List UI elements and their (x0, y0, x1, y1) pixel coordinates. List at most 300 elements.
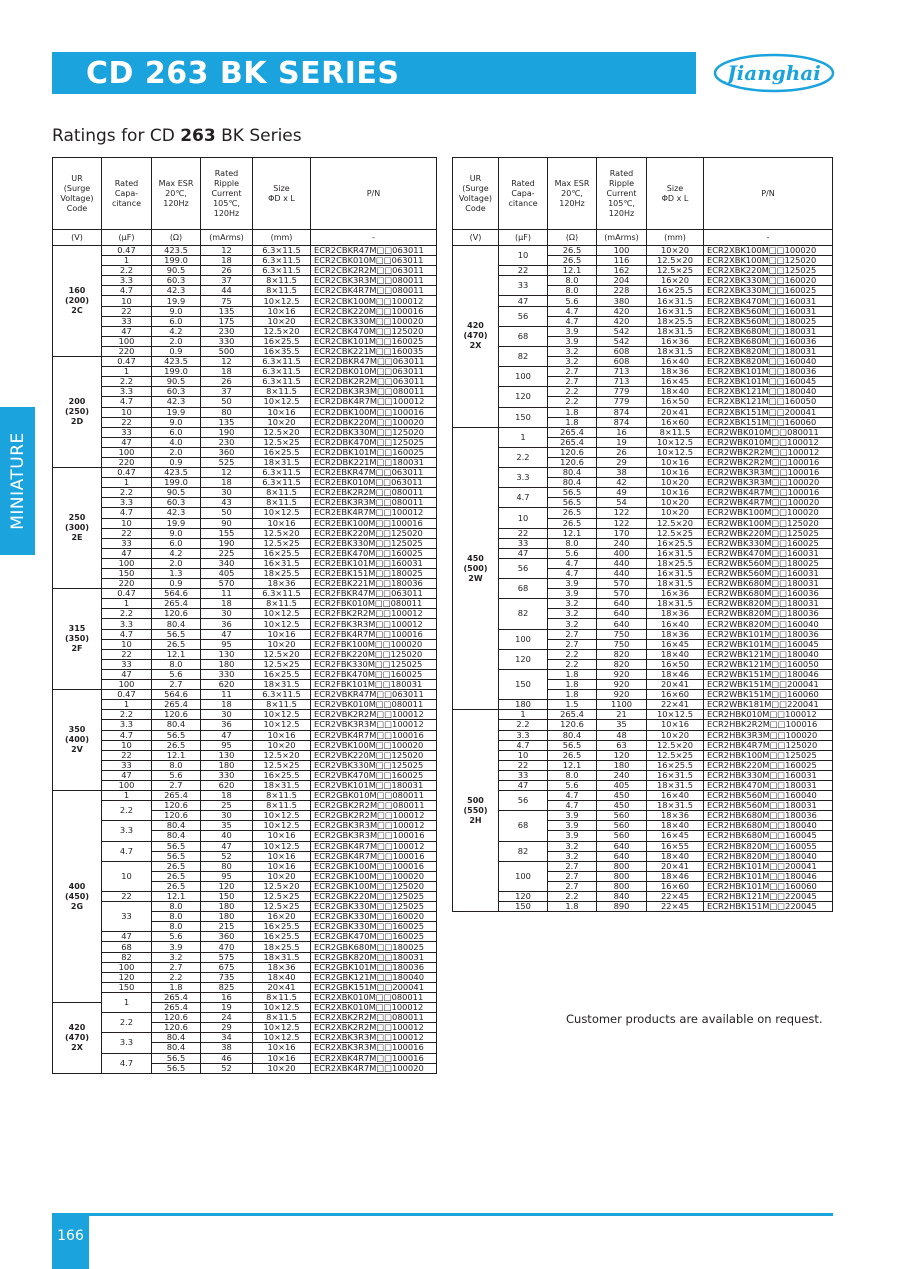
size-cell: 8×11.5 (253, 498, 311, 508)
esr-cell: 56.5 (152, 730, 201, 740)
size-cell: 18×46 (647, 871, 704, 881)
ripple-current-cell: 675 (201, 962, 253, 972)
esr-cell: 2.2 (548, 649, 597, 659)
part-number-cell: ECR2DBK4R7M□□100012 (311, 397, 437, 407)
size-cell: 18×36 (647, 609, 704, 619)
esr-cell: 26.5 (548, 256, 597, 266)
capacitance-cell: 4.7 (499, 488, 548, 508)
part-number-cell: ECR2HBK151M□□220045 (704, 902, 833, 912)
part-number-cell: ECR2XBK4R7M□□100016 (311, 1053, 437, 1063)
esr-cell: 8.0 (152, 902, 201, 912)
part-number-cell: ECR2WBK2R2M□□100012 (704, 447, 833, 457)
capacitance-cell: 3.3 (102, 387, 152, 397)
part-number-cell: ECR2EBK151M□□180025 (311, 569, 437, 579)
ripple-current-cell: 26 (201, 266, 253, 276)
ripple-current-cell: 542 (597, 336, 647, 346)
esr-cell: 26.5 (152, 861, 201, 871)
esr-cell: 120.6 (152, 801, 201, 811)
size-cell: 10×12.5 (253, 821, 311, 831)
esr-cell: 9.0 (152, 306, 201, 316)
ripple-current-cell: 47 (201, 841, 253, 851)
voltage-code-cell: 450 (500) 2W (453, 427, 499, 710)
table-row (53, 478, 437, 488)
table-row (453, 892, 833, 902)
size-cell: 18×36 (647, 811, 704, 821)
part-number-cell: ECR2XBK010M□□100012 (311, 1003, 437, 1013)
table-row (53, 447, 437, 457)
esr-cell: 2.0 (152, 558, 201, 568)
ripple-current-cell: 95 (201, 740, 253, 750)
capacitance-cell: 4.7 (102, 508, 152, 518)
esr-cell: 4.7 (548, 306, 597, 316)
size-cell: 12.5×25 (647, 528, 704, 538)
ripple-current-cell: 640 (597, 619, 647, 629)
capacitance-cell: 2.2 (499, 720, 548, 730)
unit-cell: (mm) (647, 230, 704, 246)
esr-cell: 3.2 (548, 851, 597, 861)
table-row (53, 558, 437, 568)
ripple-current-cell: 204 (597, 276, 647, 286)
size-cell: 6.3×11.5 (253, 256, 311, 266)
esr-cell: 1.5 (548, 700, 597, 710)
part-number-cell: ECR2GBK101M□□180036 (311, 962, 437, 972)
esr-cell: 2.2 (548, 892, 597, 902)
esr-cell: 2.2 (152, 972, 201, 982)
ripple-current-cell: 135 (201, 417, 253, 427)
size-cell: 8×11.5 (253, 992, 311, 1002)
ripple-current-cell: 12 (201, 246, 253, 256)
size-cell: 8×11.5 (253, 1013, 311, 1023)
table-row (53, 609, 437, 619)
capacitance-cell: 100 (499, 629, 548, 649)
part-number-cell: ECR2DBK101M□□160025 (311, 447, 437, 457)
capacitance-cell: 33 (499, 770, 548, 780)
part-number-cell: ECR2CBKR47M□□063011 (311, 246, 437, 256)
capacitance-cell: 47 (499, 296, 548, 306)
esr-cell: 6.0 (152, 316, 201, 326)
ripple-current-cell: 840 (597, 892, 647, 902)
esr-cell: 12.1 (548, 266, 597, 276)
unit-cell: (Ω) (152, 230, 201, 246)
capacitance-cell: 22 (102, 528, 152, 538)
part-number-cell: ECR2HBK101M□□180046 (704, 871, 833, 881)
esr-cell: 3.9 (548, 831, 597, 841)
esr-cell: 19.9 (152, 518, 201, 528)
ripple-current-cell: 30 (201, 488, 253, 498)
esr-cell: 265.4 (548, 437, 597, 447)
capacitance-cell: 100 (102, 558, 152, 568)
table-row (53, 932, 437, 942)
size-cell: 16×40 (647, 791, 704, 801)
esr-cell: 26.5 (548, 518, 597, 528)
esr-cell: 2.2 (548, 659, 597, 669)
ripple-current-cell: 170 (597, 528, 647, 538)
esr-cell: 12.1 (152, 649, 201, 659)
capacitance-cell: 33 (102, 427, 152, 437)
ripple-current-cell: 47 (201, 730, 253, 740)
esr-cell: 8.0 (548, 276, 597, 286)
table-row (53, 508, 437, 518)
esr-cell: 120.6 (152, 609, 201, 619)
table-row (453, 427, 833, 437)
part-number-cell: ECR2FBK220M□□125020 (311, 649, 437, 659)
table-row (453, 246, 833, 256)
capacitance-cell: 2.2 (102, 1013, 152, 1033)
capacitance-cell: 68 (499, 326, 548, 346)
part-number-cell: ECR2HBK820M□□160055 (704, 841, 833, 851)
size-cell: 18×40 (647, 851, 704, 861)
ripple-current-cell: 608 (597, 346, 647, 356)
table-row (53, 569, 437, 579)
capacitance-cell: 1 (499, 710, 548, 720)
ripple-current-cell: 25 (201, 801, 253, 811)
size-cell: 10×20 (253, 1063, 311, 1073)
esr-cell: 1.8 (548, 669, 597, 679)
ripple-current-cell: 18 (201, 700, 253, 710)
esr-cell: 56.5 (548, 498, 597, 508)
esr-cell: 120.6 (548, 720, 597, 730)
part-number-cell: ECR2CBK100M□□100012 (311, 296, 437, 306)
esr-cell: 60.3 (152, 387, 201, 397)
esr-cell: 56.5 (152, 1063, 201, 1073)
esr-cell: 2.7 (152, 780, 201, 790)
size-cell: 12.5×25 (253, 892, 311, 902)
part-number-cell: ECR2XBK2R2M□□100012 (311, 1023, 437, 1033)
esr-cell: 80.4 (152, 1033, 201, 1043)
esr-cell: 564.6 (152, 690, 201, 700)
ripple-current-cell: 80 (201, 407, 253, 417)
esr-cell: 56.5 (152, 841, 201, 851)
part-number-cell: ECR2XBK220M□□125025 (704, 266, 833, 276)
part-number-cell: ECR2WBK3R3M□□100020 (704, 478, 833, 488)
esr-cell: 4.0 (152, 437, 201, 447)
esr-cell: 60.3 (152, 498, 201, 508)
part-number-cell: ECR2HBK470M□□180031 (704, 780, 833, 790)
size-cell: 18×31.5 (647, 579, 704, 589)
esr-cell: 80.4 (152, 619, 201, 629)
unit-cell: (V) (453, 230, 499, 246)
ripple-current-cell: 420 (597, 306, 647, 316)
capacitance-cell: 1 (102, 367, 152, 377)
part-number-cell: ECR2GBK220M□□125025 (311, 892, 437, 902)
capacitance-cell: 68 (499, 579, 548, 599)
part-number-cell: ECR2DBK220M□□100020 (311, 417, 437, 427)
size-cell: 16×60 (647, 690, 704, 700)
size-cell: 16×45 (647, 831, 704, 841)
table-row (53, 367, 437, 377)
esr-cell: 9.0 (152, 417, 201, 427)
capacitance-cell: 33 (499, 276, 548, 296)
part-number-cell: ECR2WBK560M□□180025 (704, 558, 833, 568)
esr-cell: 3.9 (548, 821, 597, 831)
voltage-code-cell: 400 (450) 2G (53, 791, 102, 1003)
part-number-cell: ECR2GBK151M□□200041 (311, 982, 437, 992)
esr-cell: 265.4 (548, 427, 597, 437)
ripple-current-cell: 11 (201, 589, 253, 599)
unit-cell: (Ω) (548, 230, 597, 246)
size-cell: 6.3×11.5 (253, 246, 311, 256)
column-header: Rated Ripple Current 105℃, 120Hz (597, 158, 647, 230)
esr-cell: 8.0 (152, 922, 201, 932)
capacitance-cell: 150 (499, 669, 548, 699)
esr-cell: 3.2 (152, 952, 201, 962)
part-number-cell: ECR2VBK470M□□160025 (311, 770, 437, 780)
capacitance-cell: 10 (499, 246, 548, 266)
table-row (53, 468, 437, 478)
esr-cell: 4.7 (548, 569, 597, 579)
part-number-cell: ECR2WBK151M□□160060 (704, 690, 833, 700)
ripple-current-cell: 1100 (597, 700, 647, 710)
size-cell: 10×12.5 (253, 1023, 311, 1033)
size-cell: 8×11.5 (253, 599, 311, 609)
esr-cell: 8.0 (152, 760, 201, 770)
ripple-current-cell: 405 (597, 780, 647, 790)
table-row (453, 770, 833, 780)
part-number-cell: ECR2WBK121M□□180040 (704, 649, 833, 659)
part-number-cell: ECR2WBK680M□□160036 (704, 589, 833, 599)
part-number-cell: ECR2FBK330M□□125025 (311, 659, 437, 669)
size-cell: 20×41 (647, 407, 704, 417)
capacitance-cell: 100 (102, 680, 152, 690)
ripple-current-cell: 180 (597, 760, 647, 770)
table-row (53, 730, 437, 740)
ripple-current-cell: 95 (201, 871, 253, 881)
ripple-current-cell: 180 (201, 760, 253, 770)
esr-cell: 3.2 (548, 346, 597, 356)
part-number-cell: ECR2DBK470M□□125025 (311, 437, 437, 447)
size-cell: 10×20 (253, 871, 311, 881)
part-number-cell: ECR2EBK101M□□160031 (311, 558, 437, 568)
capacitance-cell: 3.3 (102, 498, 152, 508)
esr-cell: 423.5 (152, 246, 201, 256)
part-number-cell: ECR2FBKR47M□□063011 (311, 589, 437, 599)
table-row (53, 740, 437, 750)
esr-cell: 5.6 (548, 780, 597, 790)
esr-cell: 42.3 (152, 286, 201, 296)
table-row (453, 710, 833, 720)
units-row (53, 230, 437, 246)
esr-cell: 199.0 (152, 478, 201, 488)
part-number-cell: ECR2HBK101M□□200041 (704, 861, 833, 871)
part-number-cell: ECR2DBK221M□□180031 (311, 457, 437, 467)
capacitance-cell: 82 (102, 952, 152, 962)
esr-cell: 26.5 (548, 508, 597, 518)
table-row (453, 407, 833, 417)
part-number-cell: ECR2GBK330M□□160025 (311, 922, 437, 932)
part-number-cell: ECR2XBK3R3M□□100016 (311, 1043, 437, 1053)
part-number-cell: ECR2FBK100M□□100020 (311, 639, 437, 649)
size-cell: 12.5×20 (253, 750, 311, 760)
size-cell: 8×11.5 (253, 801, 311, 811)
size-cell: 18×46 (647, 669, 704, 679)
part-number-cell: ECR2VBK330M□□125025 (311, 760, 437, 770)
part-number-cell: ECR2HBK560M□□180031 (704, 801, 833, 811)
table-row (453, 266, 833, 276)
size-cell: 16×20 (253, 912, 311, 922)
table-row (453, 791, 833, 801)
part-number-cell: ECR2XBK560M□□180025 (704, 316, 833, 326)
capacitance-cell: 33 (102, 902, 152, 932)
voltage-code-cell: 160 (200) 2C (53, 246, 102, 357)
ripple-current-cell: 116 (597, 256, 647, 266)
part-number-cell: ECR2GBK121M□□180040 (311, 972, 437, 982)
size-cell: 18×36 (253, 962, 311, 972)
size-cell: 18×31.5 (253, 952, 311, 962)
capacitance-cell: 150 (499, 407, 548, 427)
table-row (453, 730, 833, 740)
table-row (53, 518, 437, 528)
ripple-current-cell: 35 (597, 720, 647, 730)
ripple-current-cell: 43 (201, 498, 253, 508)
ripple-current-cell: 19 (597, 437, 647, 447)
capacitance-cell: 47 (102, 932, 152, 942)
ripple-current-cell: 49 (597, 488, 647, 498)
table-row (453, 629, 833, 639)
table-row (53, 770, 437, 780)
esr-cell: 3.2 (548, 841, 597, 851)
part-number-cell: ECR2XBK820M□□160040 (704, 357, 833, 367)
ripple-current-cell: 542 (597, 326, 647, 336)
size-cell: 18×31.5 (647, 599, 704, 609)
size-cell: 16×25.5 (253, 770, 311, 780)
ripple-current-cell: 750 (597, 639, 647, 649)
table-row (53, 407, 437, 417)
part-number-cell: ECR2XBK330M□□160020 (704, 276, 833, 286)
capacitance-cell: 47 (102, 326, 152, 336)
esr-cell: 56.5 (548, 740, 597, 750)
esr-cell: 19.9 (152, 407, 201, 417)
size-cell: 22×45 (647, 892, 704, 902)
table-row (53, 377, 437, 387)
part-number-cell: ECR2XBK101M□□180036 (704, 367, 833, 377)
ripple-current-cell: 26 (201, 377, 253, 387)
table-row (53, 791, 437, 801)
ripple-current-cell: 920 (597, 680, 647, 690)
size-cell: 6.3×11.5 (253, 690, 311, 700)
unit-cell: - (704, 230, 833, 246)
part-number-cell: ECR2HBK820M□□180040 (704, 851, 833, 861)
ripple-current-cell: 29 (597, 457, 647, 467)
capacitance-cell: 1 (499, 427, 548, 447)
capacitance-cell: 3.3 (102, 619, 152, 629)
table-row (53, 357, 437, 367)
esr-cell: 265.4 (152, 1003, 201, 1013)
size-cell: 16×60 (647, 881, 704, 891)
header-row (53, 158, 437, 230)
table-row (453, 346, 833, 356)
capacitance-cell: 0.47 (102, 357, 152, 367)
capacitance-cell: 22 (102, 417, 152, 427)
part-number-cell: ECR2VBK101M□□180031 (311, 780, 437, 790)
size-cell: 16×40 (647, 357, 704, 367)
esr-cell: 3.2 (548, 357, 597, 367)
size-cell: 16×50 (647, 659, 704, 669)
size-cell: 12.5×25 (253, 538, 311, 548)
ripple-current-cell: 570 (597, 589, 647, 599)
ripple-current-cell: 30 (201, 710, 253, 720)
esr-cell: 199.0 (152, 367, 201, 377)
ripple-current-cell: 18 (201, 367, 253, 377)
capacitance-cell: 1 (102, 700, 152, 710)
part-number-cell: ECR2WBK680M□□180031 (704, 579, 833, 589)
capacitance-cell: 4.7 (102, 629, 152, 639)
table-row (453, 468, 833, 478)
size-cell: 16×25.5 (647, 760, 704, 770)
capacitance-cell: 56 (499, 558, 548, 578)
ripple-current-cell: 560 (597, 811, 647, 821)
table-row (453, 387, 833, 397)
ripple-current-cell: 175 (201, 316, 253, 326)
ripple-current-cell: 608 (597, 357, 647, 367)
esr-cell: 3.2 (548, 599, 597, 609)
part-number-cell: ECR2XBK470M□□160031 (704, 296, 833, 306)
table-row (53, 619, 437, 629)
size-cell: 18×31.5 (647, 801, 704, 811)
part-number-cell: ECR2EBKR47M□□063011 (311, 468, 437, 478)
ripple-current-cell: 130 (201, 649, 253, 659)
ripple-current-cell: 713 (597, 377, 647, 387)
table-row (453, 780, 833, 790)
ripple-current-cell: 890 (597, 902, 647, 912)
ripple-current-cell: 874 (597, 417, 647, 427)
part-number-cell: ECR2WBK820M□□180031 (704, 599, 833, 609)
size-cell: 16×25.5 (253, 336, 311, 346)
size-cell: 10×16 (253, 629, 311, 639)
ripple-current-cell: 16 (597, 427, 647, 437)
size-cell: 10×16 (253, 861, 311, 871)
part-number-cell: ECR2WBK151M□□180046 (704, 669, 833, 679)
capacitance-cell: 2.2 (499, 447, 548, 467)
size-cell: 10×12.5 (253, 619, 311, 629)
esr-cell: 8.0 (548, 770, 597, 780)
esr-cell: 2.7 (548, 639, 597, 649)
capacitance-cell: 47 (102, 770, 152, 780)
part-number-cell: ECR2GBK100M□□100016 (311, 861, 437, 871)
capacitance-cell: 2.2 (102, 801, 152, 821)
ripple-current-cell: 18 (201, 256, 253, 266)
column-header: P/N (311, 158, 437, 230)
page-title: CD 263 BK SERIES (86, 56, 400, 91)
table-row (53, 528, 437, 538)
ripple-current-cell: 63 (597, 740, 647, 750)
part-number-cell: ECR2HBK101M□□160060 (704, 881, 833, 891)
table-row (53, 316, 437, 326)
ratings-table-left (52, 157, 437, 1074)
ripple-current-cell: 36 (201, 619, 253, 629)
jianghai-logo (712, 52, 836, 94)
capacitance-cell: 22 (499, 760, 548, 770)
size-cell: 10×12.5 (253, 296, 311, 306)
size-cell: 10×16 (253, 831, 311, 841)
table-row (53, 266, 437, 276)
ripple-current-cell: 560 (597, 821, 647, 831)
ripple-current-cell: 155 (201, 528, 253, 538)
capacitance-cell: 33 (102, 316, 152, 326)
part-number-cell: ECR2VBK4R7M□□100016 (311, 730, 437, 740)
ripple-current-cell: 50 (201, 397, 253, 407)
esr-cell: 1.8 (548, 680, 597, 690)
esr-cell: 6.0 (152, 427, 201, 437)
esr-cell: 5.6 (152, 770, 201, 780)
capacitance-cell: 3.3 (102, 276, 152, 286)
size-cell: 6.3×11.5 (253, 266, 311, 276)
unit-cell: (mArms) (597, 230, 647, 246)
voltage-code-cell: 420 (470) 2X (453, 246, 499, 428)
ripple-current-cell: 470 (201, 942, 253, 952)
table-row (453, 367, 833, 377)
capacitance-cell: 150 (102, 569, 152, 579)
capacitance-cell: 3.3 (102, 720, 152, 730)
